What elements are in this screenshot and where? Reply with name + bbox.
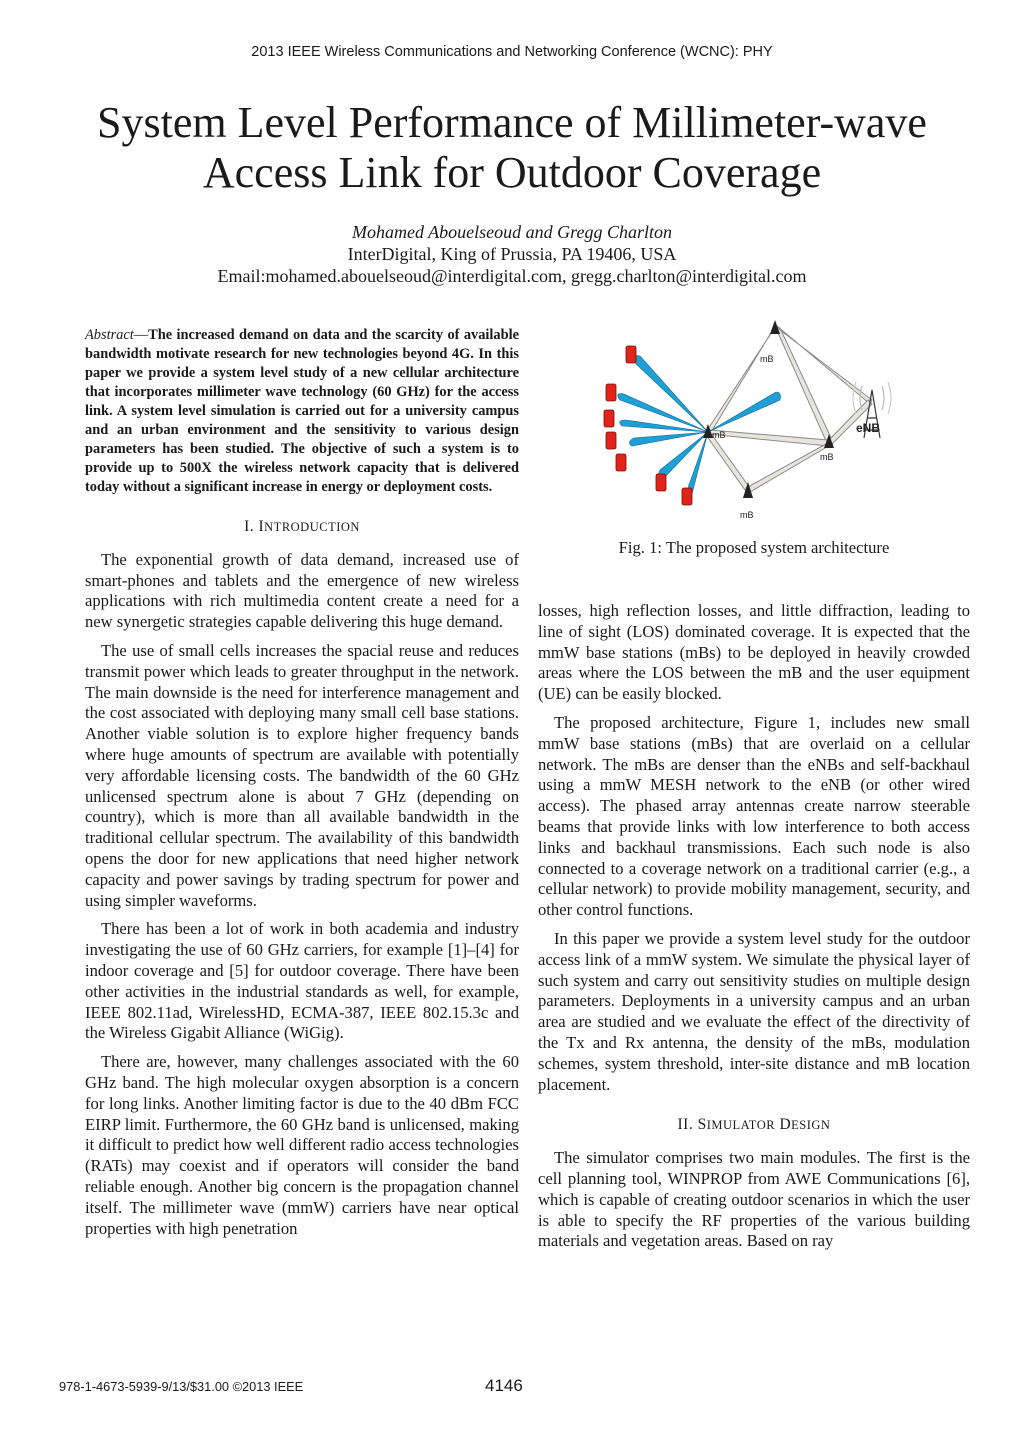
intro-paragraph-4: There are, however, many challenges associated with the 60 GHz band. The high molecular oxygen absorption is a concern for long links. Another limiting factor is due to the 40 dBm FCC EIRP limit. Furthermore, the 60 GHz band is unlicensed, making it difficult to predict how well different radio access technologies (RATs) may coexist and if operators will consider the band reliable enough. Another big concern is the propagation channel itself. The millimeter wave (mmW) carriers have near optical properties with high penetration: [85, 1052, 519, 1238]
section-heading-introduction: [85, 517, 519, 538]
study-paragraph: In this paper we provide a system level study for the outdoor access link of a mmW system. We simulate the physical layer of such system and carry out sensitivity studies on multiple design parameters. Deployments in a university campus and an urban area are studied and we evaluate the effect of the directivity of the Tx and Rx antenna, the density of the mBs, modulation schemes, system threshold, inter-site distance and mB location placement.: [538, 928, 970, 1094]
section-heading-simulator: [538, 1115, 970, 1136]
mesh-link: [777, 326, 872, 404]
simulator-paragraph: The simulator comprises two main modules. The first is the cell planning tool, WINPROP from AWE Communications [6], which is capable of creating outdoor scenarios in which the user is able to specify the RF properties of the various building materials and vegetation areas. Based on ray: [538, 1148, 970, 1251]
phone-icon: [604, 410, 614, 427]
title-line-1: System Level Performance of Millimeter-wave: [97, 98, 927, 147]
mb-label: mB: [740, 510, 754, 520]
author-block: [0, 221, 1024, 287]
enb-label: eNB: [856, 421, 881, 435]
email-line: Email:mohamed.abouelseoud@interdigital.com, gregg.charlton@interdigital.com: [217, 266, 807, 286]
intro-paragraph-1: The exponential growth of data demand, increased use of smart-phones and tablets and the emergence of new wireless applications with rich multimedia content create a need for a new synergetic strategies capable delivering this huge demand.: [85, 549, 519, 632]
mesh-link: [775, 326, 832, 441]
right-column: [538, 601, 970, 1260]
phone-icon: [626, 346, 636, 363]
section-first-letter: I: [258, 518, 265, 535]
phone-icon: [606, 384, 616, 401]
system-architecture-figure: [600, 320, 912, 532]
figure-caption: Fig. 1: The proposed system architecture: [618, 538, 890, 557]
section-rest: ESIGN: [791, 1118, 831, 1133]
phone-icon: [656, 474, 666, 491]
continued-paragraph: losses, high reflection losses, and little diffraction, leading to line of sight (LOS) dominated coverage. It is expected that the mmW base stations (mBs) to be deployed in heavily crowded areas where the LOS between the mB and the user equipment (UE) can be easily blocked.: [538, 601, 970, 704]
section-rest: IMULATOR: [706, 1118, 776, 1133]
phone-icon: [616, 454, 626, 471]
section-first-letter: D: [779, 1116, 792, 1134]
access-beams: [618, 356, 781, 494]
mesh-links: [706, 326, 872, 492]
section-first-letter: S: [697, 1116, 707, 1134]
intro-paragraph-2: The use of small cells increases the spacial reuse and reduces transmit power which leads to greater throughput in the network. The main downside is the need for interference management and the cost associated with deploying many small cell base stations. Another viable solution is to explore higher frequency bands where huge amounts of spectrum are available with potentially very affordable licensing costs. The bandwidth of the 60 GHz unlicensed spectrum alone is about 7 GHz (depending on country), which is more than all available bandwidth in the traditional cellular spectrum. The availability of this bandwidth opens the door for new applications that need higher network capacity and power savings by trading spectrum for power and using simpler waveforms.: [85, 640, 519, 910]
mb-label: mB: [712, 430, 726, 440]
author-names: Mohamed Abouelseoud and Gregg Charlton: [352, 222, 672, 242]
mesh-link: [708, 430, 828, 446]
mesh-link: [706, 435, 750, 490]
architecture-paragraph: The proposed architecture, Figure 1, includes new small mmW base stations (mBs) that are overlaid on a cellular network. The mBs are denser than the eNBs and self-backhaul using a mmW MESH network to the eNB (or other wired access). The phased array antennas create narrow steerable beams that provide links with low interference to both access links and backhaul transmissions. Each such node is also connected to a coverage network on a traditional carrier (e.g., a cellular network) to provide mobility management, security, and other control functions.: [538, 712, 970, 920]
abstract-label: Abstract: [85, 327, 134, 343]
abstract-text: The increased demand on data and the scarcity of available bandwidth motivate research for new technologies beyond 4G. In this paper we provide a system level study of a new cellular architecture that incorporates millimeter wave technology (60 GHz) for the access link. A system level simulation is carried out for a university campus and an urban environment and the sensitivity to various design parameters has been studied. The objective of such a system is to provide up to 500X the wireless network capacity that is delivered today without a significant increase in energy or deployment costs.: [85, 327, 519, 495]
page-number: 4146: [485, 1376, 523, 1395]
phone-icon: [606, 432, 616, 449]
conference-header: 2013 IEEE Wireless Communications and Networking Conference (WCNC): PHY: [251, 44, 773, 60]
mb-label: mB: [820, 452, 834, 462]
abstract: [85, 326, 519, 497]
intro-paragraph-3: There has been a lot of work in both academia and industry investigating the use of 60 GHz carriers, for example [1]–[4] for indoor coverage and [5] for outdoor coverage. There have been other activities in the industrial standards as well, for example, IEEE 802.11ad, WirelessHD, ECMA-387, IEEE 802.15.3c and the Wireless Gigabit Alliance (WiGig).: [85, 919, 519, 1043]
copyright-footer: 978-1-4673-5939-9/13/$31.00 ©2013 IEEE: [59, 1379, 304, 1394]
section-rest: NTRODUCTION: [264, 520, 360, 534]
left-column: [85, 326, 519, 1247]
paper-title: [80, 98, 944, 198]
mb-label: mB: [760, 354, 774, 364]
section-numeral: II.: [677, 1116, 694, 1134]
section-numeral: I.: [244, 518, 255, 535]
abstract-dash: —: [133, 327, 149, 343]
beam: [633, 356, 708, 432]
affiliation: InterDigital, King of Prussia, PA 19406, USA: [347, 244, 677, 264]
title-line-2: Access Link for Outdoor Coverage: [202, 148, 822, 197]
phone-icon: [682, 488, 692, 505]
